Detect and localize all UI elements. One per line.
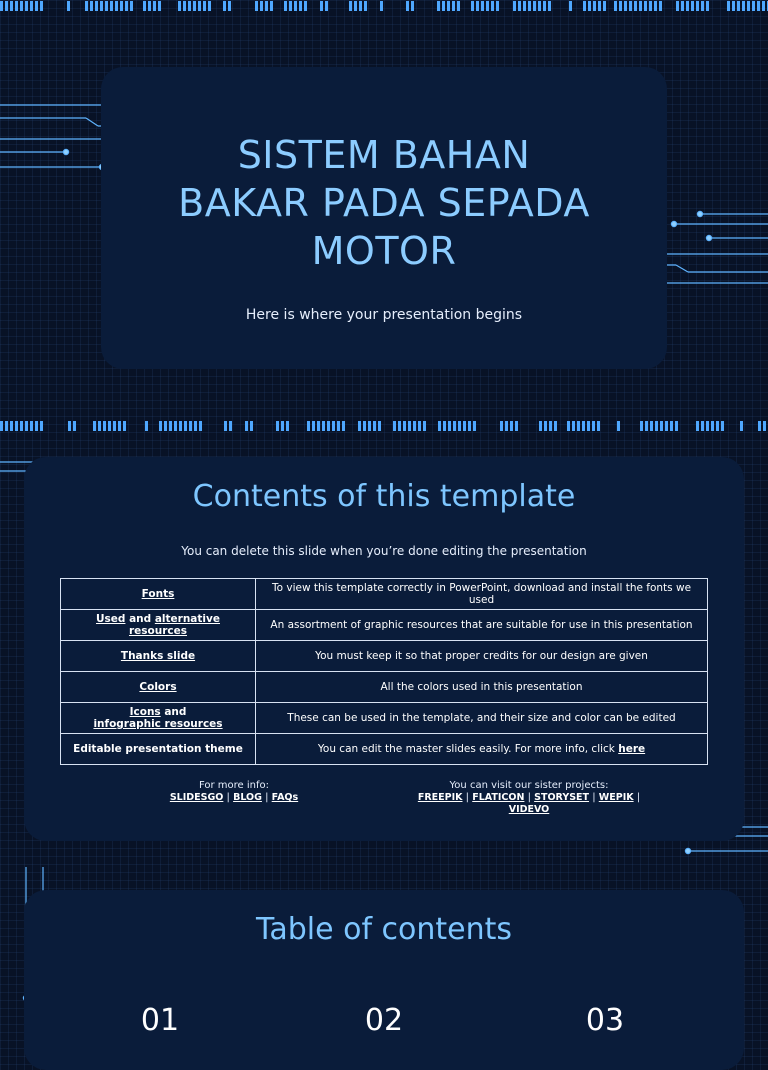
strip-bar [25, 1, 28, 11]
strip-bar [413, 421, 416, 431]
strip-bar [543, 1, 546, 11]
strip-bar [349, 1, 352, 11]
strip-bar [727, 1, 730, 11]
strip-bar [572, 421, 575, 431]
strip-bar [148, 1, 151, 11]
strip-bar [108, 421, 111, 431]
strip-bar [518, 1, 521, 11]
key-connector: and [160, 706, 187, 718]
strip-bar [320, 1, 323, 11]
strip-bar [145, 421, 148, 431]
strip-bar [458, 421, 461, 431]
strip-bar [549, 421, 552, 431]
strip-bar [539, 421, 542, 431]
table-row [61, 579, 708, 610]
strip-bar [363, 421, 366, 431]
table-row [61, 703, 708, 734]
row-key-link[interactable]: Colors [61, 672, 256, 703]
strip-bar [40, 421, 43, 431]
strip-bar [270, 1, 273, 11]
title-line-3: MOTOR [311, 229, 457, 273]
strip-bar [342, 421, 345, 431]
strip-bar [123, 421, 126, 431]
row-value: All the colors used in this presentation [256, 672, 708, 703]
strip-bar [5, 421, 8, 431]
strip-bar [0, 421, 3, 431]
strip-bar [675, 421, 678, 431]
strip-bar [481, 1, 484, 11]
strip-bar [299, 1, 302, 11]
strip-bar [438, 421, 441, 431]
strip-bar [93, 421, 96, 431]
table-of-contents-slide [24, 890, 744, 1070]
strip-bar [194, 421, 197, 431]
strip-bar [159, 421, 162, 431]
strip-bar [603, 1, 606, 11]
table-row [61, 641, 708, 672]
storyset-link[interactable]: STORYSET [534, 792, 590, 803]
strip-bar [655, 421, 658, 431]
strip-bar [645, 421, 648, 431]
strip-bar [452, 1, 455, 11]
row-value [256, 734, 708, 765]
strip-bar [442, 1, 445, 11]
strip-bar [260, 1, 263, 11]
row-key: Editable presentation theme [61, 734, 256, 765]
strip-bar [115, 1, 118, 11]
strip-bar [758, 421, 761, 431]
strip-bar [583, 1, 586, 11]
strip-bar [740, 421, 743, 431]
strip-bar [473, 421, 476, 431]
strip-bar [359, 1, 362, 11]
strip-bar [463, 421, 466, 431]
strip-bar [10, 1, 13, 11]
toc-number-1: 01 [140, 1003, 180, 1038]
wepik-link[interactable]: WEPIK [598, 792, 634, 803]
strip-bar [188, 1, 191, 11]
infographic-resources-link[interactable]: infographic resources [93, 718, 223, 730]
strip-bar [403, 421, 406, 431]
strip-bar [203, 1, 206, 11]
strip-bar [706, 421, 709, 431]
strip-bar [103, 421, 106, 431]
strip-bar [223, 1, 226, 11]
strip-bar [614, 1, 617, 11]
strip-bar [701, 1, 704, 11]
footer-more-info [144, 780, 324, 804]
strip-bar [304, 1, 307, 11]
strip-bar [158, 1, 161, 11]
strip-bar [364, 1, 367, 11]
strip-bar [380, 1, 383, 11]
strip-bar [143, 1, 146, 11]
strip-bar [378, 421, 381, 431]
table-row [61, 734, 708, 765]
footer-links: FREEPIK | FLATICON | STORYSET | WEPIK | VIDEVO [417, 792, 641, 815]
strip-bar [325, 1, 328, 11]
strip-bar [453, 421, 456, 431]
strip-bar [35, 421, 38, 431]
strip-bar [15, 421, 18, 431]
strip-bar [619, 1, 622, 11]
strip-bar [423, 421, 426, 431]
contents-slide [24, 457, 744, 841]
row-key-link[interactable]: Fonts [61, 579, 256, 610]
strip-bar [418, 421, 421, 431]
strip-bar [443, 421, 446, 431]
strip-bar [742, 1, 745, 11]
strip-bar [198, 1, 201, 11]
strip-bar [113, 421, 116, 431]
strip-bar [35, 1, 38, 11]
strip-bar [491, 1, 494, 11]
strip-bar [597, 421, 600, 431]
strip-bar [153, 1, 156, 11]
strip-bar [567, 421, 570, 431]
row-value-text: You can edit the master slides easily. For more info, click [317, 743, 619, 755]
strip-bar [178, 1, 181, 11]
strip-bar [587, 421, 590, 431]
strip-bar [276, 421, 279, 431]
alternative-resources-link[interactable]: alternative resources [128, 613, 220, 637]
strip-bar [125, 1, 128, 11]
footer-label: For more info: [198, 780, 269, 791]
strip-bar [85, 1, 88, 11]
strip-bar [322, 421, 325, 431]
strip-bar [676, 1, 679, 11]
strip-bar [588, 1, 591, 11]
strip-bar [505, 421, 508, 431]
row-value: These can be used in the template, and their size and color can be edited [256, 703, 708, 734]
title-slide [101, 67, 667, 369]
strip-bar [281, 421, 284, 431]
row-key [61, 610, 256, 641]
strip-bar [110, 1, 113, 11]
strip-bar [30, 1, 33, 11]
strip-bar [711, 421, 714, 431]
toc-number-2: 02 [364, 1003, 404, 1038]
strip-bar [496, 1, 499, 11]
strip-bar [411, 1, 414, 11]
footer-links: SLIDESGO | BLOG | FAQs [169, 792, 299, 803]
strip-bar [528, 1, 531, 11]
icons-link[interactable]: Icons [129, 706, 161, 718]
contents-description: You can delete this slide when you’re done editing the presentation [181, 544, 587, 558]
strip-bar [650, 421, 653, 431]
strip-bar [437, 1, 440, 11]
strip-bar [327, 421, 330, 431]
strip-bar [593, 1, 596, 11]
strip-bar [716, 421, 719, 431]
strip-bar [373, 421, 376, 431]
strip-bar [358, 421, 361, 431]
strip-bar [332, 421, 335, 431]
strip-bar [368, 421, 371, 431]
row-key-link[interactable]: Thanks slide [61, 641, 256, 672]
videvo-link[interactable]: VIDEVO [508, 804, 550, 815]
contents-title: Contents of this template [192, 479, 576, 514]
strip-bar [640, 421, 643, 431]
strip-bar [307, 421, 310, 431]
strip-bar [448, 421, 451, 431]
strip-bar [164, 421, 167, 431]
strip-bar [20, 421, 23, 431]
strip-bar [457, 1, 460, 11]
strip-bar [354, 1, 357, 11]
strip-bar [229, 421, 232, 431]
strip-bar [752, 1, 755, 11]
slidesgo-link[interactable]: SLIDESGO [169, 792, 224, 803]
strip-bar [737, 1, 740, 11]
strip-bar [393, 421, 396, 431]
strip-bar [120, 1, 123, 11]
strip-bar [629, 1, 632, 11]
strip-bar [169, 421, 172, 431]
strip-bar [654, 1, 657, 11]
strip-bar [696, 1, 699, 11]
strip-bar [265, 1, 268, 11]
strip-bar [624, 1, 627, 11]
strip-bar [105, 1, 108, 11]
toc-title: Table of contents [255, 912, 513, 947]
strip-bar [660, 421, 663, 431]
strip-bar [763, 421, 766, 431]
table-row [61, 610, 708, 641]
strip-bar [639, 1, 642, 11]
strip-bar [98, 421, 101, 431]
blog-link[interactable]: BLOG [233, 792, 262, 803]
strip-bar [183, 1, 186, 11]
strip-bar [184, 421, 187, 431]
strip-bar [250, 421, 253, 431]
strip-bar [681, 1, 684, 11]
flaticon-link[interactable]: FLATICON [472, 792, 525, 803]
strip-bar [762, 1, 765, 11]
strip-bar [471, 1, 474, 11]
strip-bar [118, 421, 121, 431]
strip-bar [317, 421, 320, 431]
toc-number-3: 03 [585, 1003, 625, 1038]
strip-bar [130, 1, 133, 11]
strip-bar [617, 421, 620, 431]
strip-bar [286, 421, 289, 431]
strip-bar [294, 1, 297, 11]
strip-bar [398, 421, 401, 431]
strip-bar [224, 421, 227, 431]
contents-table [60, 578, 708, 765]
strip-bar [337, 421, 340, 431]
strip-bar [189, 421, 192, 431]
footer-label: You can visit our sister projects: [449, 780, 609, 791]
strip-bar [592, 421, 595, 431]
strip-bar [312, 421, 315, 431]
strip-bar [20, 1, 23, 11]
presentation-title [101, 131, 667, 275]
title-line-2: BAKAR PADA SEPADA [178, 181, 590, 225]
strip-bar [208, 1, 211, 11]
strip-bar [582, 421, 585, 431]
strip-bar [510, 421, 513, 431]
strip-bar [665, 421, 668, 431]
strip-bar [644, 1, 647, 11]
strip-bar [732, 1, 735, 11]
strip-bar [408, 421, 411, 431]
decorative-bar-strip-middle [0, 420, 768, 432]
strip-bar [447, 1, 450, 11]
strip-bar [649, 1, 652, 11]
strip-bar [533, 1, 536, 11]
strip-bar [634, 1, 637, 11]
strip-bar [289, 1, 292, 11]
key-connector: and [125, 613, 155, 625]
strip-bar [30, 421, 33, 431]
presentation-subtitle: Here is where your presentation begins [245, 307, 523, 323]
row-key [61, 703, 256, 734]
strip-bar [721, 421, 724, 431]
strip-bar [284, 1, 287, 11]
strip-bar [701, 421, 704, 431]
strip-bar [554, 421, 557, 431]
strip-bar [577, 421, 580, 431]
strip-bar [68, 421, 71, 431]
row-value: An assortment of graphic resources that are suitable for use in this presentation [256, 610, 708, 641]
strip-bar [598, 1, 601, 11]
strip-bar [0, 1, 3, 11]
strip-bar [548, 1, 551, 11]
strip-bar [245, 421, 248, 431]
table-row [61, 672, 708, 703]
strip-bar [476, 1, 479, 11]
here-link[interactable]: here [618, 743, 646, 755]
strip-bar [174, 421, 177, 431]
strip-bar [486, 1, 489, 11]
strip-bar [228, 1, 231, 11]
strip-bar [73, 421, 76, 431]
strip-bar [100, 1, 103, 11]
faqs-link[interactable]: FAQs [271, 792, 299, 803]
strip-bar [255, 1, 258, 11]
strip-bar [40, 1, 43, 11]
strip-bar [193, 1, 196, 11]
strip-bar [199, 421, 202, 431]
title-line-1: SISTEM BAHAN [237, 133, 531, 177]
strip-bar [686, 1, 689, 11]
strip-bar [544, 421, 547, 431]
strip-bar [10, 421, 13, 431]
row-value: To view this template correctly in PowerPoint, download and install the fonts we used [256, 579, 708, 610]
strip-bar [67, 1, 70, 11]
row-value: You must keep it so that proper credits for our design are given [256, 641, 708, 672]
footer-sister-projects [404, 780, 654, 816]
strip-bar [670, 421, 673, 431]
strip-bar [523, 1, 526, 11]
strip-bar [659, 1, 662, 11]
strip-bar [406, 1, 409, 11]
strip-bar [569, 1, 572, 11]
strip-bar [500, 421, 503, 431]
strip-bar [757, 1, 760, 11]
strip-bar [25, 421, 28, 431]
decorative-bar-strip-top [0, 0, 768, 12]
strip-bar [513, 1, 516, 11]
strip-bar [90, 1, 93, 11]
strip-bar [5, 1, 8, 11]
strip-bar [179, 421, 182, 431]
strip-bar [706, 1, 709, 11]
strip-bar [691, 1, 694, 11]
strip-bar [468, 421, 471, 431]
strip-bar [696, 421, 699, 431]
strip-bar [515, 421, 518, 431]
freepik-link[interactable]: FREEPIK [417, 792, 463, 803]
strip-bar [95, 1, 98, 11]
strip-bar [747, 1, 750, 11]
used-link[interactable]: Used [96, 613, 126, 625]
strip-bar [538, 1, 541, 11]
strip-bar [15, 1, 18, 11]
